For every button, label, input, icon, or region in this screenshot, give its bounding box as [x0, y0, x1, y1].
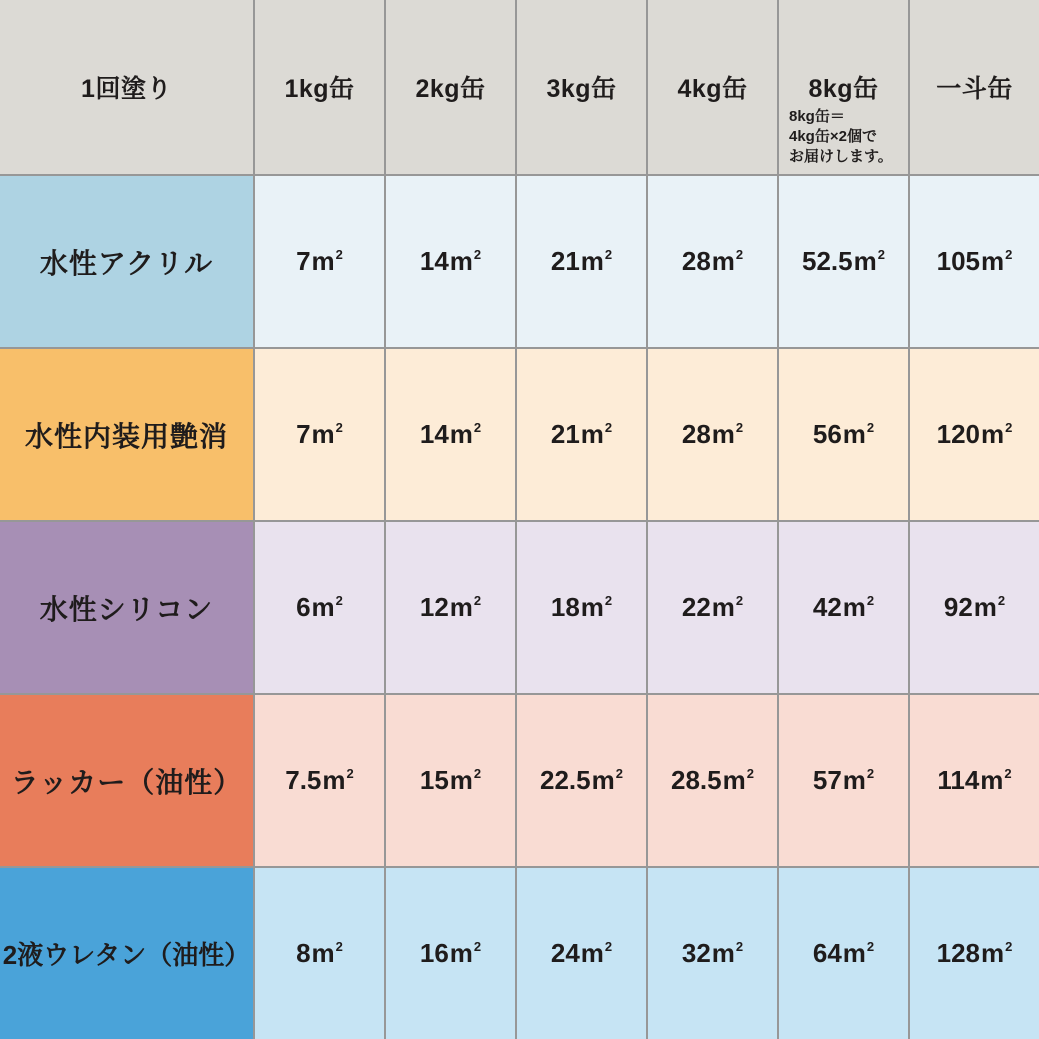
header-label-3kg: 3kg缶 — [546, 75, 617, 103]
sqm-unit: $m^2$ — [981, 938, 1013, 968]
superscript-2: 2 — [335, 247, 343, 262]
sqm-unit: $m^2$ — [711, 246, 744, 276]
coverage-cell: 42 $m^2$ — [779, 522, 908, 693]
sqm-unit: $m^2$ — [980, 765, 1012, 795]
sqm-unit: $m^2$ — [711, 938, 744, 968]
row-label-lacquer-oil: ラッカー（油性） — [0, 695, 253, 866]
coverage-cell: 120 $m^2$ — [910, 349, 1039, 520]
8kg-can-delivery-note: 8kg缶＝ 4kg缶×2個で お届けします。 — [789, 108, 893, 166]
sqm-unit: $m^2$ — [311, 419, 343, 449]
sqm-unit: $m^2$ — [580, 246, 613, 276]
superscript-2: 2 — [346, 766, 354, 781]
coverage-cell: 21 $m^2$ — [517, 176, 646, 347]
sqm-unit: $m^2$ — [842, 419, 875, 449]
header-cell-row-label — [0, 0, 253, 174]
sqm-unit: $m^2$ — [449, 938, 482, 968]
coverage-cell: 18 $m^2$ — [517, 522, 646, 693]
superscript-2: 2 — [604, 939, 613, 954]
header-cell-4kg-can — [648, 0, 777, 174]
coverage-cell: 92 $m^2$ — [910, 522, 1039, 693]
superscript-2: 2 — [1005, 420, 1013, 435]
superscript-2: 2 — [335, 420, 343, 435]
superscript-2: 2 — [1004, 766, 1012, 781]
sqm-unit: $m^2$ — [580, 938, 613, 968]
header-label-itto: 一斗缶 — [936, 75, 1013, 103]
header-label-8kg: 8kg缶 — [808, 75, 879, 103]
superscript-2: 2 — [735, 420, 744, 435]
coverage-cell: 21 $m^2$ — [517, 349, 646, 520]
sqm-unit: $m^2$ — [311, 938, 343, 968]
coverage-cell: 16 $m^2$ — [386, 868, 515, 1039]
coverage-cell: 32 $m^2$ — [648, 868, 777, 1039]
coverage-cell: 128 $m^2$ — [910, 868, 1039, 1039]
sqm-unit: $m^2$ — [842, 938, 875, 968]
row-label-water-silicone: 水性シリコン — [0, 522, 253, 693]
coverage-cell: 12 $m^2$ — [386, 522, 515, 693]
coverage-cell: 7 $m^2$ — [255, 176, 384, 347]
row-label-urethane-oil: 2液ウレタン（油性） — [0, 868, 253, 1039]
header-label-2kg: 2kg缶 — [415, 75, 486, 103]
coverage-cell: 14 $m^2$ — [386, 176, 515, 347]
sqm-unit: $m^2$ — [722, 765, 754, 795]
superscript-2: 2 — [604, 247, 613, 262]
superscript-2: 2 — [473, 593, 482, 608]
superscript-2: 2 — [335, 593, 343, 608]
coverage-cell: 14 $m^2$ — [386, 349, 515, 520]
sqm-unit: $m^2$ — [853, 246, 885, 276]
header-cell-3kg-can — [517, 0, 646, 174]
superscript-2: 2 — [877, 247, 885, 262]
sqm-unit: $m^2$ — [449, 592, 482, 622]
superscript-2: 2 — [866, 420, 875, 435]
sqm-unit: $m^2$ — [981, 246, 1013, 276]
coverage-cell: 15 $m^2$ — [386, 695, 515, 866]
sqm-unit: $m^2$ — [311, 592, 343, 622]
superscript-2: 2 — [735, 247, 744, 262]
coverage-cell: 28.5 $m^2$ — [648, 695, 777, 866]
coverage-cell: 56 $m^2$ — [779, 349, 908, 520]
superscript-2: 2 — [473, 247, 482, 262]
sqm-unit: $m^2$ — [981, 419, 1013, 449]
coverage-cell: 114 $m^2$ — [910, 695, 1039, 866]
superscript-2: 2 — [866, 939, 875, 954]
coverage-cell: 22.5 $m^2$ — [517, 695, 646, 866]
superscript-2: 2 — [335, 939, 343, 954]
sqm-unit: $m^2$ — [711, 592, 744, 622]
coverage-cell: 7 $m^2$ — [255, 349, 384, 520]
superscript-2: 2 — [473, 939, 482, 954]
coverage-cell: 105 $m^2$ — [910, 176, 1039, 347]
coverage-cell: 6 $m^2$ — [255, 522, 384, 693]
superscript-2: 2 — [604, 420, 613, 435]
coverage-cell: 24 $m^2$ — [517, 868, 646, 1039]
superscript-2: 2 — [746, 766, 754, 781]
superscript-2: 2 — [604, 593, 613, 608]
sqm-unit: $m^2$ — [311, 246, 343, 276]
coverage-cell: 8 $m^2$ — [255, 868, 384, 1039]
coverage-cell: 7.5 $m^2$ — [255, 695, 384, 866]
header-cell-1kg-can — [255, 0, 384, 174]
sqm-unit: $m^2$ — [322, 765, 354, 795]
superscript-2: 2 — [866, 593, 875, 608]
sqm-unit: $m^2$ — [591, 765, 623, 795]
header-cell-8kg-can — [779, 0, 908, 174]
row-label-water-interior-matte: 水性内装用艶消 — [0, 349, 253, 520]
header-label-4kg: 4kg缶 — [677, 75, 748, 103]
superscript-2: 2 — [1005, 939, 1013, 954]
coverage-cell: 52.5 $m^2$ — [779, 176, 908, 347]
superscript-2: 2 — [866, 766, 875, 781]
header-label-coats: 1回塗り — [81, 75, 172, 103]
sqm-unit: $m^2$ — [449, 246, 482, 276]
sqm-unit: $m^2$ — [842, 765, 875, 795]
sqm-unit: $m^2$ — [711, 419, 744, 449]
header-label-1kg: 1kg缶 — [284, 75, 355, 103]
superscript-2: 2 — [735, 593, 744, 608]
sqm-unit: $m^2$ — [449, 419, 482, 449]
superscript-2: 2 — [997, 593, 1006, 608]
superscript-2: 2 — [615, 766, 623, 781]
sqm-unit: $m^2$ — [842, 592, 875, 622]
superscript-2: 2 — [1005, 247, 1013, 262]
header-cell-2kg-can — [386, 0, 515, 174]
sqm-unit: $m^2$ — [580, 592, 613, 622]
sqm-unit: $m^2$ — [449, 765, 482, 795]
coverage-cell: 22 $m^2$ — [648, 522, 777, 693]
superscript-2: 2 — [735, 939, 744, 954]
superscript-2: 2 — [473, 420, 482, 435]
sqm-unit: $m^2$ — [580, 419, 613, 449]
coverage-cell: 28 $m^2$ — [648, 349, 777, 520]
superscript-2: 2 — [473, 766, 482, 781]
coverage-cell: 57 $m^2$ — [779, 695, 908, 866]
header-cell-itto-can — [910, 0, 1039, 174]
coverage-cell: 64 $m^2$ — [779, 868, 908, 1039]
row-label-water-acrylic: 水性アクリル — [0, 176, 253, 347]
sqm-unit: $m^2$ — [973, 592, 1006, 622]
coverage-cell: 28 $m^2$ — [648, 176, 777, 347]
